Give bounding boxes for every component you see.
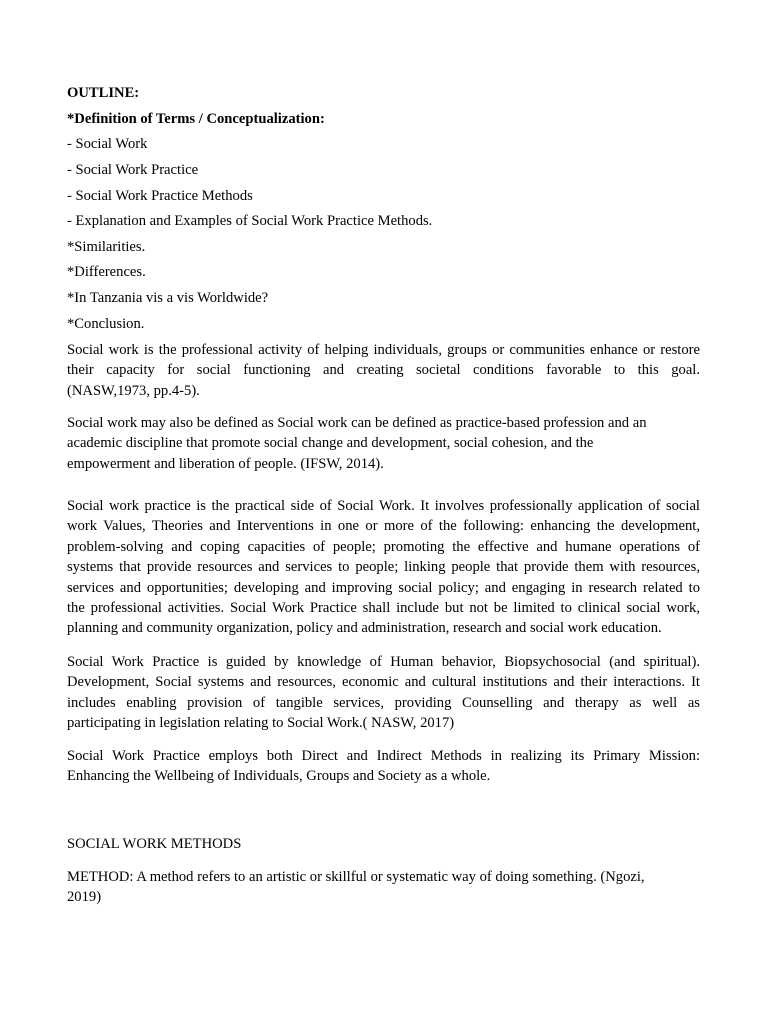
paragraph-line: includes enabling provision of tangible services, providing Counselling and therapy as well as <box>67 694 700 711</box>
paragraph-practice-guided <box>67 652 700 734</box>
paragraph-practice-methods <box>67 746 700 787</box>
paragraph-line: the professional activities. Social Work Practice shall include but not be limited to clinical social work, <box>67 600 700 617</box>
paragraph-line: Enhancing the Wellbeing of Individuals, Groups and Society as a whole. <box>67 768 491 785</box>
paragraph-social-work-definition <box>67 340 700 401</box>
paragraph-line: participating in legislation relating to Social Work.( NASW, 2017) <box>67 715 455 732</box>
outline-item-tanzania: *In Tanzania vis a vis Worldwide? <box>67 290 269 306</box>
paragraph-line: (NASW,1973, pp.4-5). <box>67 382 200 399</box>
paragraph-line: METHOD: A method refers to an artistic or skillful or systematic way of doing something. (Ngozi, <box>67 869 645 885</box>
methods-heading: SOCIAL WORK METHODS <box>67 836 242 852</box>
paragraph-line: Social work is the professional activity of helping individuals, groups or communities enhance or restore <box>67 342 700 358</box>
outline-item-social-work: - Social Work <box>67 136 148 152</box>
paragraph-line: problem-solving and coping capacities of people; promoting the effective and humane operations of <box>67 538 700 555</box>
paragraph-line: Social work practice is the practical side of Social Work. It involves professionally application of social <box>67 498 700 514</box>
paragraph-ifsw-definition <box>67 413 700 474</box>
outline-item-similarities: *Similarities. <box>67 239 146 255</box>
paragraph-line: systems that provide resources and services to people; linking people that provide them with resources, <box>67 559 700 576</box>
outline-heading: OUTLINE: <box>67 85 140 101</box>
paragraph-line: 2019) <box>67 889 102 906</box>
paragraph-line: academic discipline that promote social change and development, social cohesion, and the <box>67 435 594 452</box>
paragraph-line: their capacity for social functioning and creating societal conditions favorable to this goal. <box>67 362 700 379</box>
outline-item-conclusion: *Conclusion. <box>67 316 145 332</box>
paragraph-line: Social work may also be defined as Social work can be defined as practice-based profession and an <box>67 415 647 431</box>
paragraph-line: services and opportunities; developing and improving social policy; and engaging in research related to <box>67 579 700 596</box>
paragraph-line: Development, Social systems and resources, economic and cultural institutions and their interactions. It <box>67 674 700 691</box>
paragraph-social-work-practice <box>67 496 700 639</box>
outline-item-explanation: - Explanation and Examples of Social Work Practice Methods. <box>67 213 433 229</box>
paragraph-line: work Values, Theories and Interventions in one or more of the following: enhancing the development, <box>67 518 700 535</box>
outline-item-social-work-practice: - Social Work Practice <box>67 162 199 178</box>
paragraph-line: Social Work Practice employs both Direct and Indirect Methods in realizing its Primary Mission: <box>67 748 700 764</box>
method-definition <box>67 867 700 908</box>
paragraph-line: planning and community organization, policy and administration, research and social work education. <box>67 620 662 637</box>
outline-item-definitions: *Definition of Terms / Conceptualization: <box>67 111 325 127</box>
paragraph-line: Social Work Practice is guided by knowledge of Human behavior, Biopsychosocial (and spiritual). <box>67 654 700 670</box>
outline-item-practice-methods: - Social Work Practice Methods <box>67 188 253 204</box>
outline-item-differences: *Differences. <box>67 264 146 280</box>
paragraph-line: empowerment and liberation of people. (IFSW, 2014). <box>67 455 384 472</box>
